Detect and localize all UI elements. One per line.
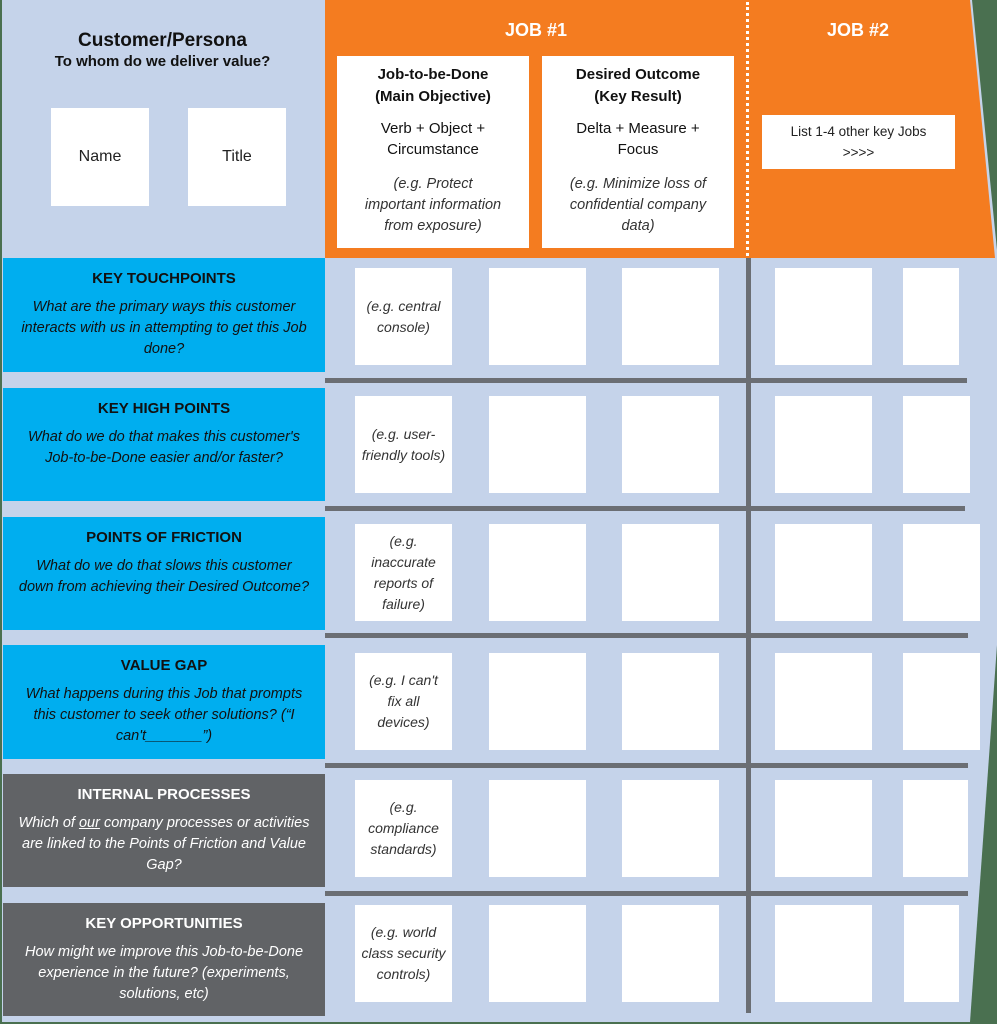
empty-cell[interactable]: [775, 780, 872, 877]
row-question: What happens during this Job that prompts this customer to seek other solutions? (“I can't_______”): [25, 686, 303, 744]
example-cell[interactable]: (e.g. inaccurate reports of failure): [355, 524, 452, 621]
empty-cell[interactable]: [775, 396, 872, 493]
outcome-heading: Desired Outcome (Key Result): [575, 66, 701, 105]
row-divider: [325, 378, 967, 383]
example-cell[interactable]: (e.g. world class security controls): [355, 905, 452, 1002]
example-cell[interactable]: (e.g. compliance standards): [355, 780, 452, 877]
empty-cell[interactable]: [903, 653, 980, 750]
persona-name-box[interactable]: Name: [51, 108, 149, 206]
row-label-key-opportunities: [3, 903, 325, 1016]
example-cell[interactable]: (e.g. central console): [355, 268, 452, 365]
example-cell[interactable]: (e.g. I can't fix all devices): [355, 653, 452, 750]
empty-cell[interactable]: [775, 524, 872, 621]
row-label-value-gap: [3, 645, 325, 759]
row-label-internal-processes: [3, 774, 325, 887]
persona-title-box[interactable]: Title: [188, 108, 286, 206]
row-divider: [325, 506, 965, 511]
empty-cell[interactable]: [903, 396, 970, 493]
job2-title: JOB #2: [826, 20, 890, 40]
empty-cell[interactable]: [903, 780, 968, 877]
empty-cell[interactable]: [489, 396, 586, 493]
desired-outcome-card[interactable]: [542, 56, 734, 248]
jtbd-formula: Verb + Object + Circumstance: [380, 120, 486, 158]
outcome-example: (e.g. Minimize loss of confidential company data): [569, 176, 707, 234]
row-question: What do we do that slows this customer down from achieving their Desired Outcome?: [18, 558, 310, 595]
empty-cell[interactable]: [775, 653, 872, 750]
job-dotted-divider: [746, 2, 749, 256]
empty-cell[interactable]: [622, 780, 719, 877]
empty-cell[interactable]: [904, 905, 959, 1002]
empty-cell[interactable]: [489, 780, 586, 877]
jtbd-heading: Job-to-be-Done (Main Objective): [375, 66, 491, 105]
empty-cell[interactable]: [489, 524, 586, 621]
job2-note-line1: List 1-4 other key Jobs: [790, 124, 927, 139]
job2-note-card[interactable]: [762, 115, 955, 169]
empty-cell[interactable]: [489, 905, 586, 1002]
persona-subtitle: To whom do we deliver value?: [54, 53, 271, 70]
row-question: What do we do that makes this customer's Job-to-be-Done easier and/or faster?: [28, 429, 300, 466]
empty-cell[interactable]: [622, 396, 719, 493]
row-title: VALUE GAP: [120, 657, 208, 674]
empty-cell[interactable]: [775, 905, 872, 1002]
empty-cell[interactable]: [775, 268, 872, 365]
row-divider: [325, 633, 968, 638]
row-divider: [325, 763, 968, 768]
row-title: POINTS OF FRICTION: [86, 529, 242, 546]
empty-cell[interactable]: [903, 524, 980, 621]
job-to-be-done-card[interactable]: [337, 56, 529, 248]
row-question: What are the primary ways this customer interacts with us in attempting to get this Job done?: [21, 299, 307, 357]
row-title: KEY TOUCHPOINTS: [92, 270, 236, 287]
job2-note-line2: >>>>: [842, 145, 875, 160]
empty-cell[interactable]: [903, 268, 959, 365]
empty-cell[interactable]: [489, 653, 586, 750]
row-divider: [325, 891, 968, 896]
row-question: Which of our company processes or activities are linked to the Points of Friction and Value Gap?: [18, 815, 310, 873]
row-question: How might we improve this Job-to-be-Done experience in the future? (experiments, solutions, etc): [24, 944, 304, 1002]
row-label-key-high-points: [3, 388, 325, 501]
empty-cell[interactable]: [489, 268, 586, 365]
persona-title: Customer/Persona: [78, 30, 247, 51]
row-title: KEY OPPORTUNITIES: [85, 915, 243, 932]
row-label-points-of-friction: [3, 517, 325, 630]
job1-title: JOB #1: [504, 20, 568, 40]
outcome-formula: Delta + Measure + Focus: [576, 120, 700, 158]
row-title: KEY HIGH POINTS: [97, 400, 231, 417]
job-column-divider: [746, 258, 751, 1013]
empty-cell[interactable]: [622, 653, 719, 750]
jtbd-example: (e.g. Protect important information from exposure): [364, 176, 502, 234]
empty-cell[interactable]: [622, 268, 719, 365]
row-label-key-touchpoints: [3, 258, 325, 372]
example-cell[interactable]: (e.g. user-friendly tools): [355, 396, 452, 493]
empty-cell[interactable]: [622, 524, 719, 621]
empty-cell[interactable]: [622, 905, 719, 1002]
row-title: INTERNAL PROCESSES: [77, 786, 251, 803]
